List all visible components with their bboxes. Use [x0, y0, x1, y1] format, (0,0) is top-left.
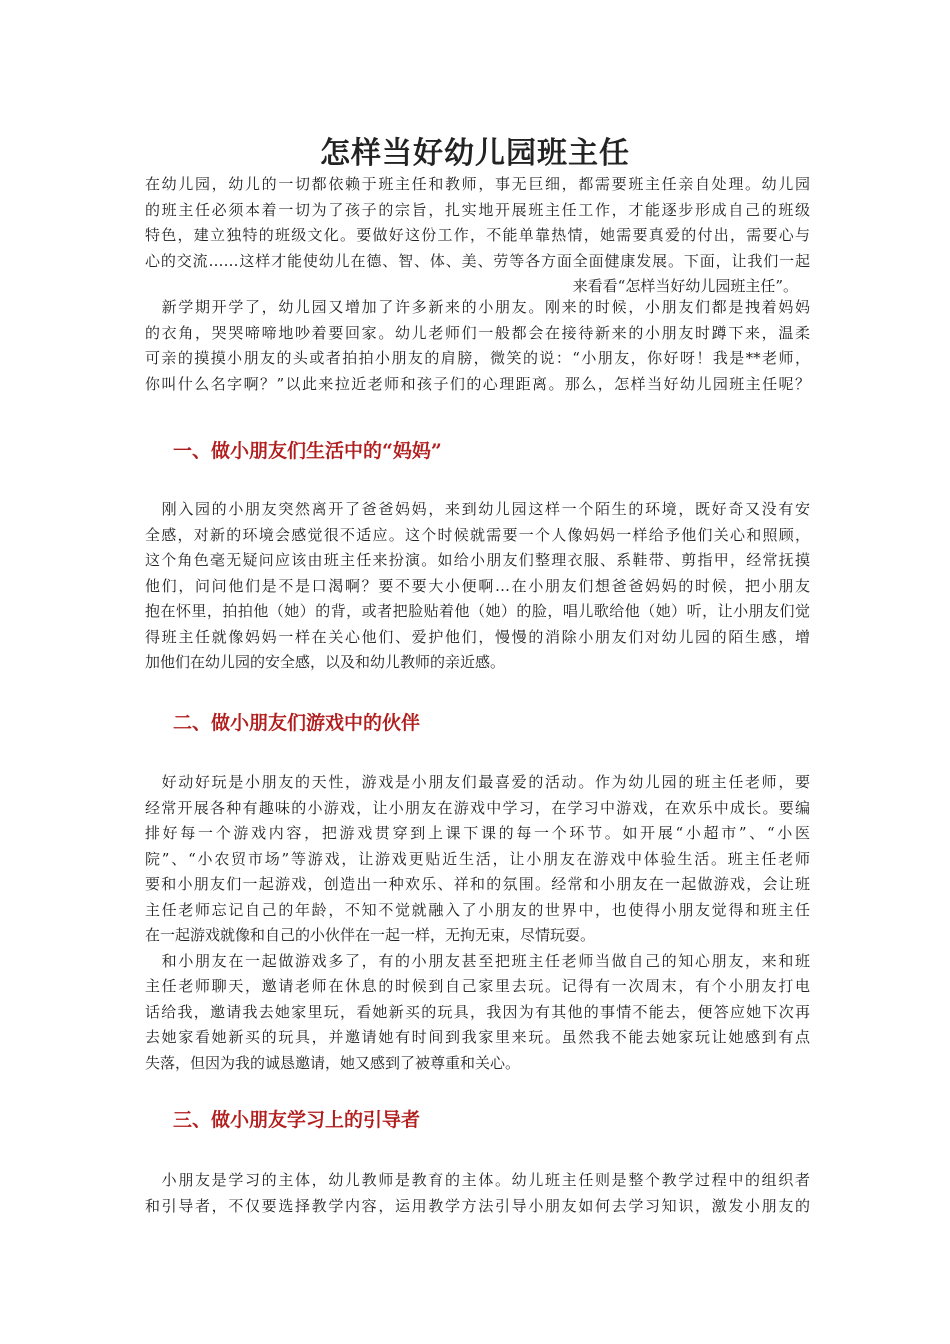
intro-line: 特色，建立独特的班级文化。要做好这份工作，不能单靠热情，她需要真爱的付出，需要心与	[145, 226, 810, 244]
paragraph-line: 新学期开学了，幼儿园又增加了许多新来的小朋友。刚来的时候，小朋友们都是拽着妈妈	[145, 298, 810, 316]
paragraph-line: 主任老师忘记自己的年龄，不知不觉就融入了小朋友的世界中，也使得小朋友觉得和班主任	[145, 900, 810, 919]
intro-line: 心的交流……这样才能使幼儿在德、智、体、美、劳等各方面全面健康发展。下面，让我们一起	[145, 251, 810, 270]
paragraph-line: 去她家看她新买的玩具，并邀请她有时间到我家里来玩。虽然我不能去她家玩让她感到有点	[145, 1028, 810, 1046]
paragraph-line: 院”、“小农贸市场”等游戏，让游戏更贴近生活，让小朋友在游戏中体验生活。班主任老师	[145, 849, 810, 868]
paragraph-line: 和引导者，不仅要选择教学内容，运用教学方法引导小朋友如何去学习知识，激发小朋友的	[145, 1196, 810, 1215]
paragraph-line: 这个角色毫无疑问应该由班主任来扮演。如给小朋友们整理衣服、系鞋带、剪指甲，经常抚摸	[145, 551, 810, 569]
section-heading-3: 三、做小朋友学习上的引导者	[173, 1109, 421, 1131]
paragraph-line: 在一起游戏就像和自己的小伙伴在一起一样，无拘无束，尽情玩耍。	[145, 926, 596, 944]
paragraph-line: 你叫什么名字啊？”以此来拉近老师和孩子们的心理距离。那么，怎样当好幼儿园班主任呢？	[145, 374, 810, 393]
paragraph-line: 他们，问问他们是不是口渴啊？要不要大小便啊…在小朋友们想爸爸妈妈的时候，把小朋友	[145, 576, 810, 595]
paragraph-line: 抱在怀里，拍拍他（她）的背，或者把脸贴着他（她）的脸，唱儿歌给他（她）听，让小朋友们觉	[145, 602, 810, 620]
paragraph-line: 可亲的摸摸小朋友的头或者拍拍小朋友的肩膀，微笑的说：“小朋友，你好呀！我是**老师，	[145, 349, 810, 367]
paragraph-line: 话给我，邀请我去她家里玩，看她新买的玩具，我因为有其他的事情不能去，便答应她下次再	[145, 1002, 810, 1021]
paragraph-line: 的衣角，哭哭啼啼地吵着要回家。幼儿老师们一般都会在接待新来的小朋友时蹲下来，温柔	[145, 323, 810, 342]
paragraph-line: 和小朋友在一起做游戏多了，有的小朋友甚至把班主任老师当做自己的知心朋友，来和班	[145, 951, 810, 970]
paragraph-line: 加他们在幼儿园的安全感，以及和幼儿教师的亲近感。	[145, 653, 506, 671]
paragraph-line: 小朋友是学习的主体，幼儿教师是教育的主体。幼儿班主任则是整个教学过程中的组织者	[145, 1171, 810, 1189]
intro-line: 在幼儿园，幼儿的一切都依赖于班主任和教师，事无巨细，都需要班主任亲自处理。幼儿园	[145, 175, 810, 193]
paragraph-line: 得班主任就像妈妈一样在关心他们、爱护他们，慢慢的消除小朋友们对幼儿园的陌生感，增	[145, 627, 810, 646]
paragraph-line: 好动好玩是小朋友的天性，游戏是小朋友们最喜爱的活动。作为幼儿园的班主任老师，要	[145, 773, 810, 791]
paragraph-line: 刚入园的小朋友突然离开了爸爸妈妈，来到幼儿园这样一个陌生的环境，既好奇又没有安	[145, 500, 810, 518]
paragraph-line: 经常开展各种有趣味的小游戏，让小朋友在游戏中学习，在学习中游戏，在欢乐中成长。要编	[145, 798, 810, 817]
section-3-paragraph	[145, 1168, 810, 1219]
paragraph-line: 要和小朋友们一起游戏，创造出一种欢乐、祥和的氛围。经常和小朋友在一起做游戏，会让班	[145, 875, 810, 893]
intro-line: 的班主任必须本着一切为了孩子的宗旨，扎实地开展班主任工作，才能逐步形成自己的班级	[145, 200, 810, 219]
paragraph-line: 排好每一个游戏内容，把游戏贯穿到上课下课的每一个环节。如开展“小超市”、“小医	[145, 824, 810, 842]
opening-paragraph	[145, 295, 810, 397]
intro-line: 来看看“怎样当好幼儿园班主任”。	[572, 277, 798, 295]
section-2-paragraph	[145, 770, 810, 1076]
section-1-paragraph	[145, 497, 810, 676]
paragraph-line: 失落，但因为我的诚恳邀请，她又感到了被尊重和关心。	[145, 1053, 521, 1072]
section-heading-1: 一、做小朋友们生活中的“妈妈”	[173, 440, 442, 462]
intro-paragraph	[145, 172, 810, 300]
document-title: 怎样当好幼儿园班主任	[320, 136, 630, 171]
paragraph-line: 全感，对新的环境会感觉很不适应。这个时候就需要一个人像妈妈一样给予他们关心和照顾，	[145, 525, 810, 544]
paragraph-line: 主任老师聊天，邀请老师在休息的时候到自己家里去玩。记得有一次周末，有个小朋友打电	[145, 977, 810, 995]
section-heading-2: 二、做小朋友们游戏中的伙伴	[173, 712, 421, 734]
